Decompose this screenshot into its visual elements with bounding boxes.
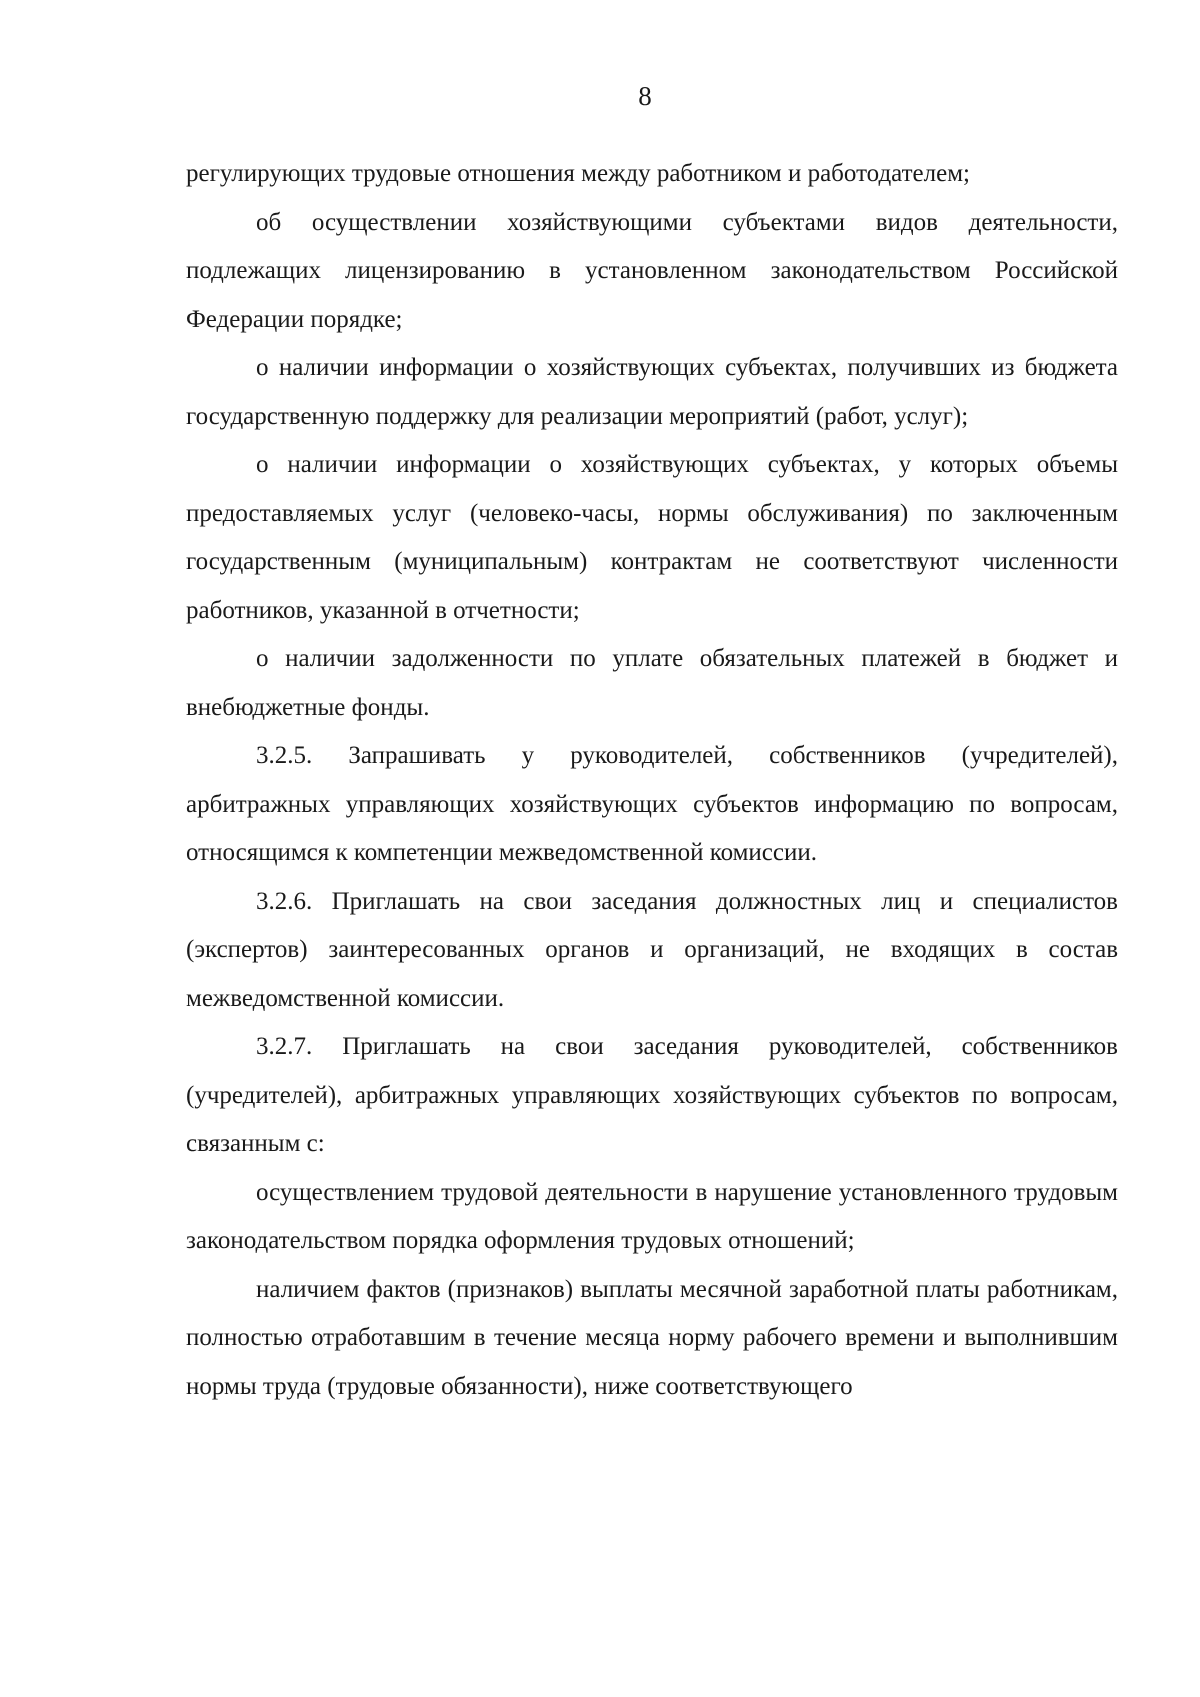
paragraph-labor-activity: осуществлением трудовой деятельности в нарушение установленного трудовым законодательством порядка оформления трудовых отношений; xyxy=(186,1178,1118,1254)
paragraph-debt: о наличии задолженности по уплате обязательных платежей в бюджет и внебюджетные фонды. xyxy=(186,645,1118,721)
paragraph-service-volumes: о наличии информации о хозяйствующих субъектах, у которых объемы предоставляемых услуг (человеко-часы, нормы обслуживания) по заключенным государственным (муниципальным) контрактам не соответствуют численности работников, указанной в отчетности; xyxy=(186,451,1118,624)
paragraph-3-2-6: 3.2.6. Приглашать на свои заседания должностных лиц и специалистов (экспертов) заинтересованных органов и организаций, не входящих в состав межведомственной комиссии. xyxy=(186,887,1118,1012)
document-body xyxy=(186,150,1118,1411)
paragraph-wages: наличием фактов (признаков) выплаты месячной заработной платы работникам, полностью отработавшим в течение месяца норму рабочего времени и выполнившим нормы труда (трудовые обязанности), ниже соответствующего xyxy=(186,1275,1118,1400)
page-number: 8 xyxy=(638,81,652,111)
paragraph-3-2-7: 3.2.7. Приглашать на свои заседания руководителей, собственников (учредителей), арбитражных управляющих хозяйствующих субъектов по вопросам, связанным с: xyxy=(186,1033,1118,1157)
paragraph-state-support: о наличии информации о хозяйствующих субъектах, получивших из бюджета государственную поддержку для реализации мероприятий (работ, услуг); xyxy=(186,354,1118,430)
paragraph-licensing: об осуществлении хозяйствующими субъектами видов деятельности, подлежащих лицензированию в установленном законодательством Российской Федерации порядке; xyxy=(186,208,1118,333)
paragraph-continuation: регулирующих трудовые отношения между работником и работодателем; xyxy=(186,160,970,187)
paragraph-3-2-5: 3.2.5. Запрашивать у руководителей, собственников (учредителей), арбитражных управляющих хозяйствующих субъектов информацию по вопросам, относящимся к компетенции межведомственной комиссии. xyxy=(186,742,1118,866)
